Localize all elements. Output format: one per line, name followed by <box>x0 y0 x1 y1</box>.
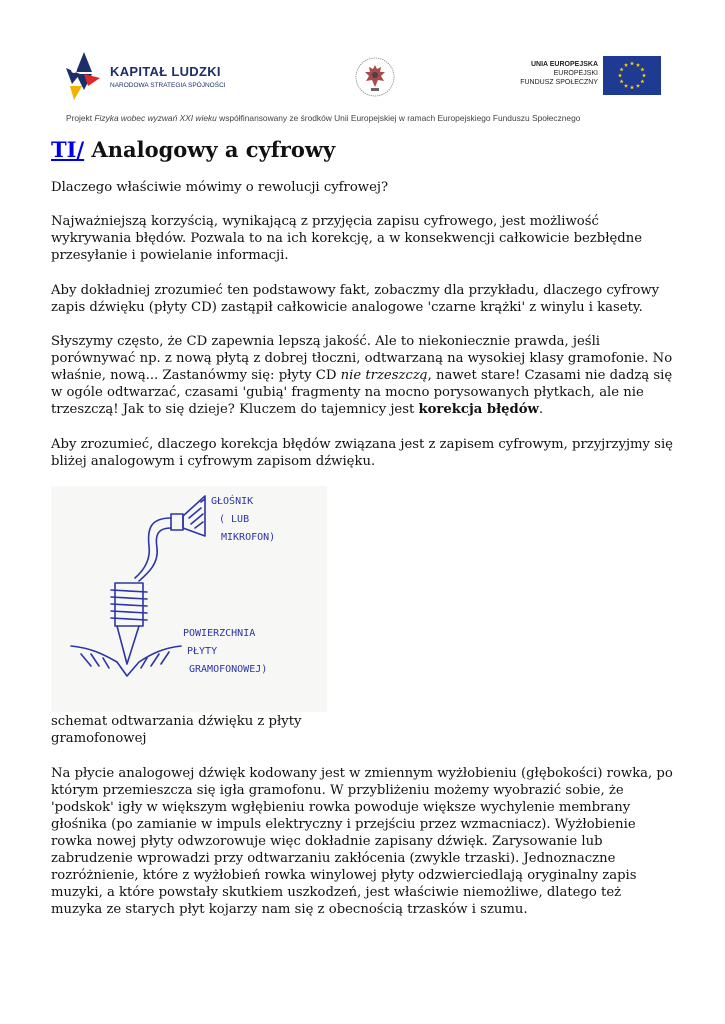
label-surface-line-3: GRAMOFONOWEJ) <box>189 664 268 675</box>
page-header <box>0 0 725 130</box>
p4-part-b: , nawet stare! Czasami nie dadzą się w ogóle odtwarzać, czasami 'gubią' fragmenty na mocno porysowanych płytkach, ale nie trzeszczą! Jak to się dzieje? Kluczem do tajemnicy jest <box>51 368 673 417</box>
stylus-tip <box>117 626 139 664</box>
gramophone-sketch-drawing <box>51 486 327 712</box>
kapital-ludzki-title: KAPITAŁ LUDZKI <box>110 64 221 79</box>
label-speaker-line-2: ( LUB <box>219 514 250 525</box>
project-name: Fizyka wobec wyzwań XXI wieku <box>94 113 217 123</box>
university-seal-logo <box>354 54 396 100</box>
project-funding-line <box>66 113 580 123</box>
eu-line-2: EUROPEJSKI <box>553 70 598 77</box>
figure-caption: schemat odtwarzania dźwięku z płyty gramofonowej <box>51 714 302 746</box>
speaker-body <box>171 514 183 530</box>
eu-flag-icon <box>603 56 661 95</box>
kapital-ludzki-star-icon <box>62 50 102 102</box>
title-link[interactable]: TI/ <box>51 137 85 162</box>
paragraph-look-closer: Aby zrozumieć, dlaczego korekcja błędów związana jest z zapisem cyfrowym, przyjrzyjmy się bliżej analogowym i cyfrowym zapisom dźwięku. <box>51 437 673 469</box>
paragraph-intro-question: Dlaczego właściwie mówimy o rewolucji cyfrowej? <box>51 180 389 195</box>
label-speaker-line-3: MIKROFON) <box>221 532 276 543</box>
page-title <box>51 137 335 162</box>
eu-text-block <box>498 60 598 87</box>
project-suffix: współfinansowany ze środków Unii Europejskiej w ramach Europejskiego Funduszu Społecznego <box>216 113 581 123</box>
tonearm-tube <box>135 518 171 581</box>
label-surface-line-2: PŁYTY <box>187 646 218 657</box>
project-prefix: Projekt <box>66 113 95 123</box>
stylus-coil <box>111 590 147 620</box>
paragraph-analog-recording: Na płycie analogowej dźwięk kodowany jest w zmiennym wyżłobieniu (głębokości) rowka, po którym przemieszcza się igła gramofonu. W przybliżeniu możemy wyobrazić sobie, że 'podskok' igły w większym wgłębieniu rowka powoduje większe wychylenie membrany głośnika (po zamianie w impuls elektryczny i przejściu przez wzmacniacz). Wyżłobienie rowka nowej płyty odwzorowuje więc dokładnie zapisany dźwięk. Zarysowanie lub zabrudzenie wprowadzi przy odtwarzaniu zakłócenia (zwykle trzaski). Jednoznaczne rozróżnienie, które z wyżłobień rowka winylowej płyty odzwierciedlają oryginalny zapis muzyki, a które powstały skutkiem uszkodzeń, jest właściwie niemożliwe, dlatego też muzyka ze starych płyt kojarzy nam się z obecnością trzasków i szumu. <box>51 766 673 917</box>
paragraph-cd-quality <box>51 333 675 418</box>
kapital-ludzki-logo <box>62 50 242 102</box>
eu-line-1: UNIA EUROPEJSKA <box>530 61 598 68</box>
p4-part-c: . <box>538 402 544 417</box>
p4-emphasis: nie trzeszczą <box>340 368 428 383</box>
eu-line-3: FUNDUSZ SPOŁECZNY <box>520 79 598 86</box>
paragraph-cd-vs-vinyl: Aby dokładniej zrozumieć ten podstawowy fakt, zobaczmy dla przykładu, dlaczego cyfrowy zapis dźwięku (płyty CD) zastąpił całkowicie analogowe 'czarne krążki' z winylu i kasety. <box>51 283 660 315</box>
p4-part-a: Słyszymy często, że CD zapewnia lepszą jakość. Ale to niekoniecznie prawda, jeśli porównywać np. z nową płytą z dobrej tłoczni, odtwarzaną na wysokiej klasy gramofonie. No właśnie, nową... Zastanówmy się: płyty CD <box>51 334 673 383</box>
title-text: Analogowy a cyfrowy <box>84 137 336 162</box>
kapital-ludzki-subtitle: NARODOWA STRATEGIA SPÓJNOŚCI <box>110 82 226 89</box>
p4-strong: korekcja błędów <box>418 402 539 417</box>
paragraph-error-detection: Najważniejszą korzyścią, wynikającą z przyjęcia zapisu cyfrowego, jest możliwość wykrywania błędów. Pozwala to na ich korekcję, a w konsekwencji całkowicie bezbłędne przesyłanie i powielanie informacji. <box>51 214 643 263</box>
label-speaker-line-1: GŁOŚNIK <box>211 496 254 507</box>
gramophone-sketch-figure <box>51 486 327 712</box>
label-surface-line-1: POWIERZCHNIA <box>183 628 256 639</box>
